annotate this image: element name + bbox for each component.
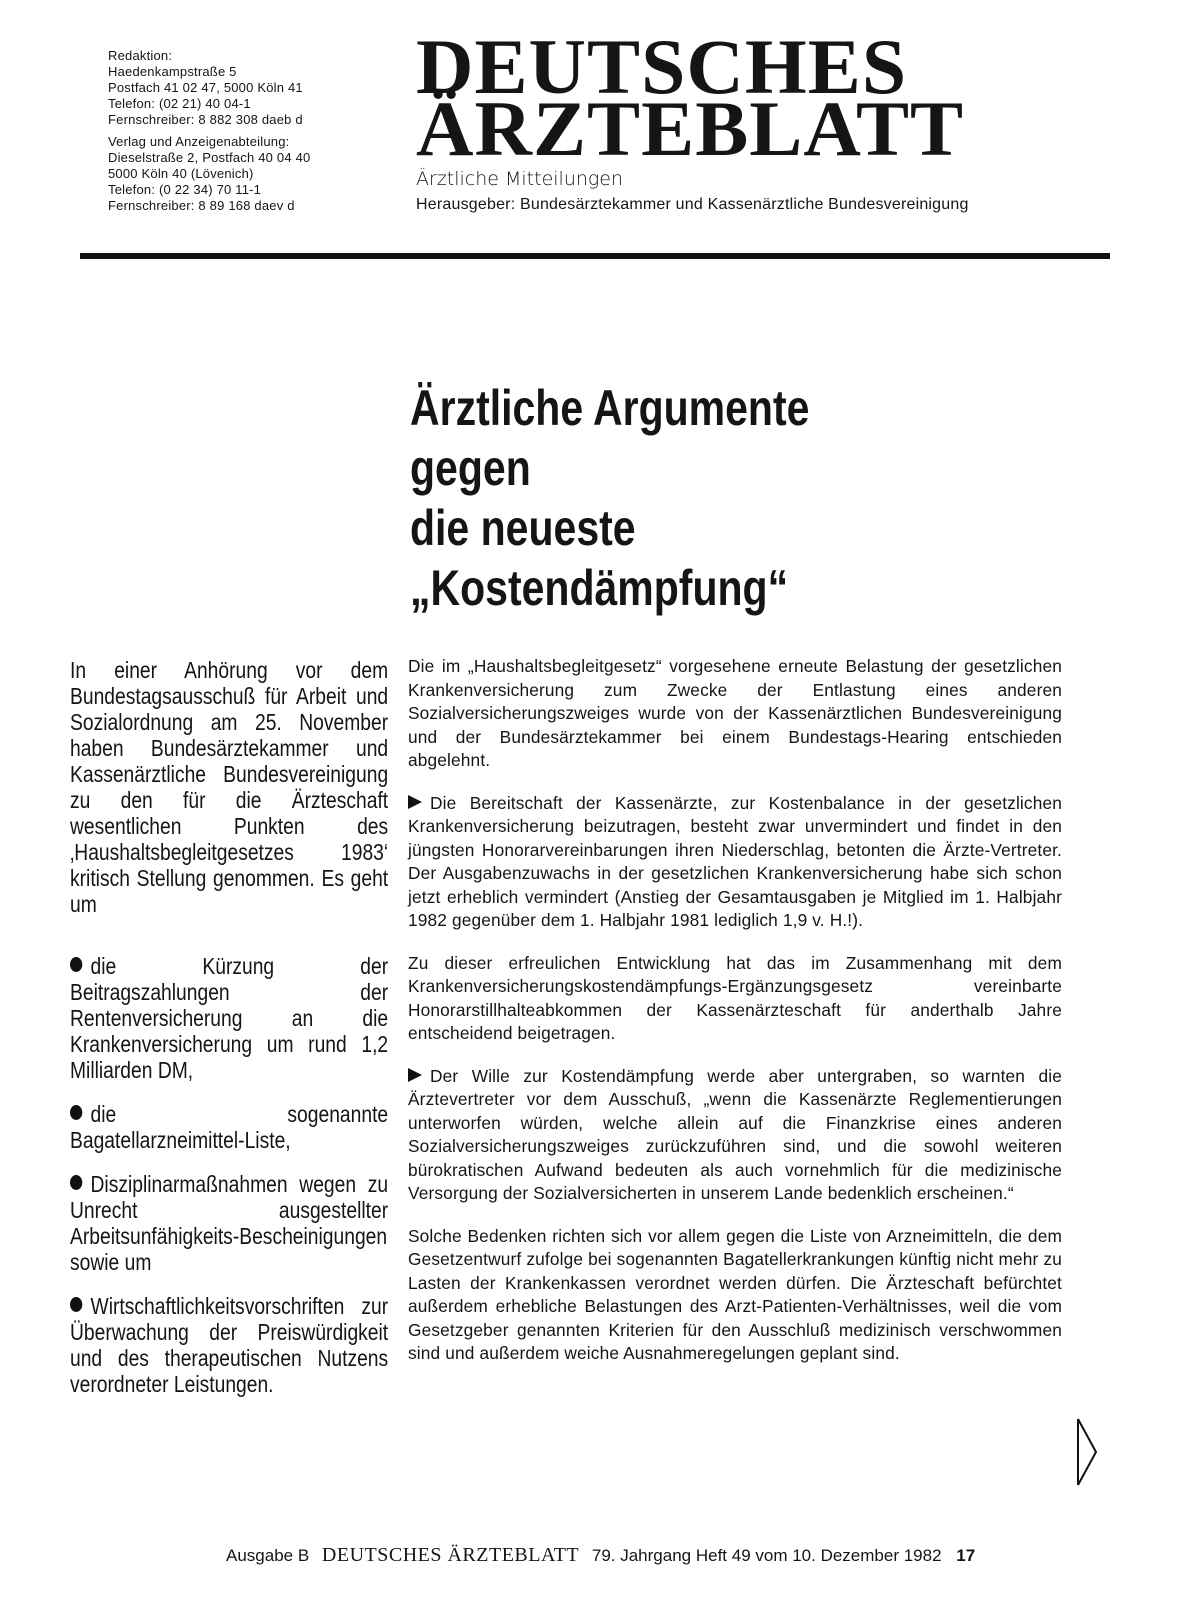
masthead-title-line2: ÄRZTEBLATT xyxy=(416,85,965,172)
address-line: Dieselstraße 2, Postfach 40 04 40 xyxy=(108,150,311,165)
address-line: Telefon: (0 22 34) 70 11-1 xyxy=(108,182,262,197)
list-item xyxy=(70,1293,388,1397)
masthead-title-line1: DEUTSCHES xyxy=(416,23,908,110)
footer-magazine: DEUTSCHES ÄRZTEBLATT xyxy=(321,1544,580,1566)
bullet-dot-icon xyxy=(70,1105,82,1120)
bullet-dot-icon xyxy=(70,957,82,972)
article-body xyxy=(408,655,1062,1385)
headline-line: Ärztliche Argumente xyxy=(410,380,810,436)
triangle-marker-icon xyxy=(408,795,422,809)
continue-arrow-icon xyxy=(1076,1417,1098,1487)
body-paragraph xyxy=(408,952,1062,1046)
list-item xyxy=(70,953,388,1083)
masthead-divider xyxy=(80,253,1110,259)
page-number: 17 xyxy=(956,1546,976,1565)
paragraph-text: Die Bereitschaft der Kassenärzte, zur Kostenbalance in der gesetzlichen Krankenversicherung beizutragen, besteht zwar unvermindert und findet in den jüngsten Honorarvereinbarungen ihren Niederschlag, betonten die Ärzte-Vertreter. Der Ausgabenzuwachs in der gesetzlichen Krankenversicherung habe sich schon jetzt erheblich vermindert (Anstieg der Gesamtausgaben je Mitglied im 1. Halbjahr 1982 gegenüber dem 1. Halbjahr 1981 lediglich 1,9 v. H.!). xyxy=(408,792,1062,930)
triangle-marker-icon xyxy=(408,1068,422,1082)
verlag-block xyxy=(108,134,408,214)
redaktion-block xyxy=(108,48,408,128)
list-item xyxy=(70,1101,388,1153)
intro-bullet-list xyxy=(70,953,388,1415)
masthead-subtitle: Ärztliche Mitteilungen xyxy=(416,168,624,190)
address-line: Redaktion: xyxy=(108,48,173,63)
list-item xyxy=(70,1171,388,1275)
masthead xyxy=(416,23,1106,214)
contact-address-block xyxy=(108,48,408,214)
bullet-text: Wirtschaftlichkeitsvorschriften zur Überwachung der Preiswürdigkeit und des therapeutischen Nutzens verordneter Leistungen. xyxy=(70,1293,389,1397)
body-paragraph xyxy=(408,1225,1062,1366)
headline-line: „Kostendämpfung“ xyxy=(410,560,789,616)
paragraph-text: Der Wille zur Kostendämpfung werde aber untergraben, so warnten die Ärztevertreter vor dem Ausschuß, „wenn die Kassenärzte Reglementierungen unterworfen würden, welche allein auf die Finanzkrise eines anderen Sozialversicherungszweiges zurückzuführen sind, und die sowohl weiteren bürokratischen Aufwand bedeuten als auch vornehmlich für die medizinische Versorgung der Sozialversicherten in unserem Lande bedenklich erscheinen.“ xyxy=(408,1065,1062,1203)
address-line: Verlag und Anzeigenabteilung: xyxy=(108,134,290,149)
paragraph-text: Die im „Haushaltsbegleitgesetz“ vorgesehene erneute Belastung der gesetzlichen Krankenversicherung zum Zwecke der Entlastung eines anderen Sozialversicherungszweiges wurde von der Kassenärztlichen Bundesvereinigung und der Bundesärztekammer bei einem Bundestags-Hearing entschieden abgelehnt. xyxy=(408,656,1062,770)
masthead-publisher: Herausgeber: Bundesärztekammer und Kassenärztliche Bundesvereinigung xyxy=(416,196,969,213)
footer-issue: 79. Jahrgang Heft 49 vom 10. Dezember 1982 xyxy=(591,1546,942,1565)
address-line: Fernschreiber: 8 89 168 daev d xyxy=(108,198,295,213)
bullet-text: Disziplinarmaßnahmen wegen zu Unrecht ausgestellter Arbeitsunfähigkeits-Bescheinigungen sowie um xyxy=(70,1171,389,1275)
address-line: Postfach 41 02 47, 5000 Köln 41 xyxy=(108,80,303,95)
headline-line: gegen xyxy=(410,440,531,496)
article-intro: In einer Anhörung vor dem Bundestagsausschuß für Arbeit und Sozialordnung am 25. November haben Bundesärztekammer und Kassenärztliche Bundesvereinigung zu den für die Ärzteschaft wesentlichen Punkten des ‚Haushaltsbegleitgesetzes 1983‘ kritisch Stellung genommen. Es geht um xyxy=(70,657,389,917)
address-line: Telefon: (02 21) 40 04-1 xyxy=(108,96,251,111)
body-paragraph xyxy=(408,1065,1062,1206)
body-paragraph xyxy=(408,655,1062,773)
article-headline xyxy=(410,378,809,618)
address-line: Haedenkampstraße 5 xyxy=(108,64,237,79)
bullet-dot-icon xyxy=(70,1175,82,1190)
address-line: 5000 Köln 40 (Lövenich) xyxy=(108,166,254,181)
footer-edition: Ausgabe B xyxy=(226,1546,310,1565)
body-paragraph xyxy=(408,792,1062,933)
paragraph-text: Zu dieser erfreulichen Entwicklung hat das im Zusammenhang mit dem Krankenversicherungskostendämpfungs-Ergänzungsgesetz vereinbarte Honorarstillhalteabkommen der Kassenärzteschaft für anderthalb Jahre entscheidend beigetragen. xyxy=(408,952,1062,1043)
bullet-dot-icon xyxy=(70,1297,82,1312)
paragraph-text: Solche Bedenken richten sich vor allem gegen die Liste von Arzneimitteln, die dem Gesetzentwurf zufolge bei sogenannten Bagatellerkrankungen künftig nicht mehr zu Lasten der Krankenkassen verordnet werden dürfen. Die Ärzteschaft befürchtet außerdem erhebliche Belastungen des Arzt-Patienten-Verhältnisses, weil die vom Gesetzgeber genannten Kriterien für den Ausschluß medizinisch verschwommen sind und außerdem weiche Ausnahmeregelungen geplant sind. xyxy=(408,1225,1062,1363)
address-line: Fernschreiber: 8 882 308 daeb d xyxy=(108,112,303,127)
bullet-text: die Kürzung der Beitragszahlungen der Rentenversicherung an die Krankenversicherung um rund 1,2 Milliarden DM, xyxy=(70,953,389,1083)
headline-line: die neueste xyxy=(410,500,636,556)
bullet-text: die sogenannte Bagatellarzneimittel-Liste, xyxy=(70,1101,389,1153)
page-footer xyxy=(226,1544,975,1567)
